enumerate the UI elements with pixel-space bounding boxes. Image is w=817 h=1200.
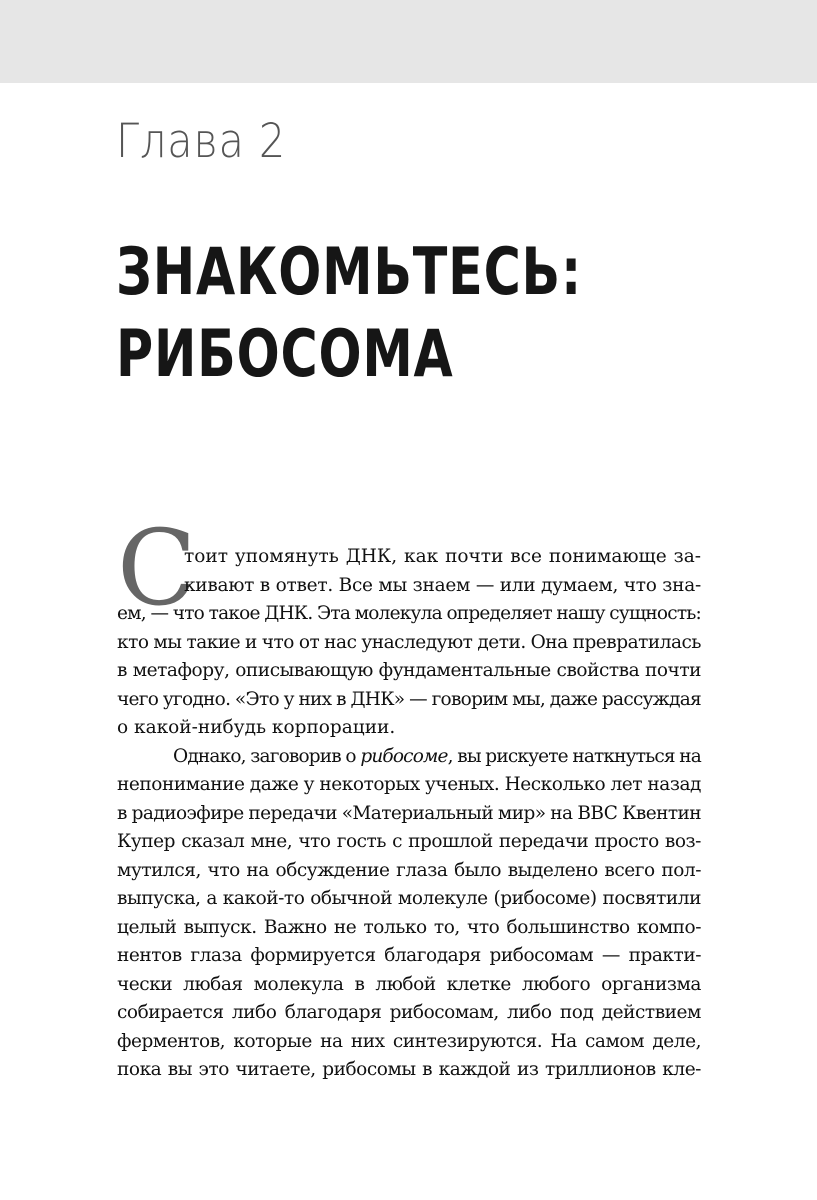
paragraph-2-line: чески любая молекула в любой клетке любого организма (117, 973, 701, 995)
paragraph-2-line: целый выпуск. Важно не только то, что большинство компо- (117, 916, 701, 938)
paragraph-2-text: , вы рискуете наткнуться на (447, 745, 701, 767)
body-text (117, 543, 701, 1085)
paragraph-2-line: пока вы это читаете, рибосомы в каждой из триллионов кле- (117, 1059, 701, 1080)
paragraph-2-line: выпуска, а какой-то обычной молекуле (рибосоме) посвятили (117, 888, 701, 909)
chapter-title (116, 232, 582, 396)
paragraph-2-text: Однако, заговорив о (173, 745, 361, 767)
paragraph-2-emphasis: рибосоме (360, 745, 448, 767)
paragraph-1-line: в метафору, описывающую фундаментальные свойства почти (117, 660, 701, 681)
paragraph-1-line: тоит упомянуть ДНК, как почти все понимающе за- (184, 546, 701, 567)
page-top-band (0, 0, 817, 83)
drop-cap: С (117, 507, 197, 629)
paragraph-1-line: чего угодно. «Это у них в ДНК» — говорим мы, даже рассуждая (117, 688, 701, 710)
paragraph-2-line: собирается либо благодаря рибосомам, либо под действием (117, 1002, 701, 1023)
chapter-title-line-1: ЗНАКОМЬТЕСЬ: (116, 235, 583, 310)
chapter-title-line-2: РИБОСОМА (116, 317, 454, 392)
paragraph-1-line: кивают в ответ. Все мы знаем — или думаем, что зна- (184, 574, 701, 596)
paragraph-2-line: мутился, что на обсуждение глаза было выделено всего пол- (117, 859, 701, 881)
paragraph-2-line: Купер сказал мне, что гость с прошлой передачи просто воз- (117, 831, 701, 852)
paragraph-1-line: о какой-нибудь корпорации. (117, 717, 396, 738)
paragraph-2-line: ферментов, которые на них синтезируются. На самом деле, (117, 1030, 701, 1052)
paragraph-1-line: ем, — что такое ДНК. Эта молекула определяет нашу сущность: (117, 603, 701, 624)
paragraph-2-line: непонимание даже у некоторых ученых. Несколько лет назад (117, 774, 701, 795)
paragraph-2-line: нентов глаза формируется благодаря рибосомам — практи- (117, 945, 701, 966)
paragraph-2-line: в радиоэфире передачи «Материальный мир» на BBC Квентин (117, 802, 701, 824)
paragraph-2-first-line (117, 743, 701, 772)
paragraph-1-line: кто мы такие и что от нас унаследуют дети. Она превратилась (117, 631, 701, 653)
chapter-label: Глава 2 (116, 114, 287, 169)
